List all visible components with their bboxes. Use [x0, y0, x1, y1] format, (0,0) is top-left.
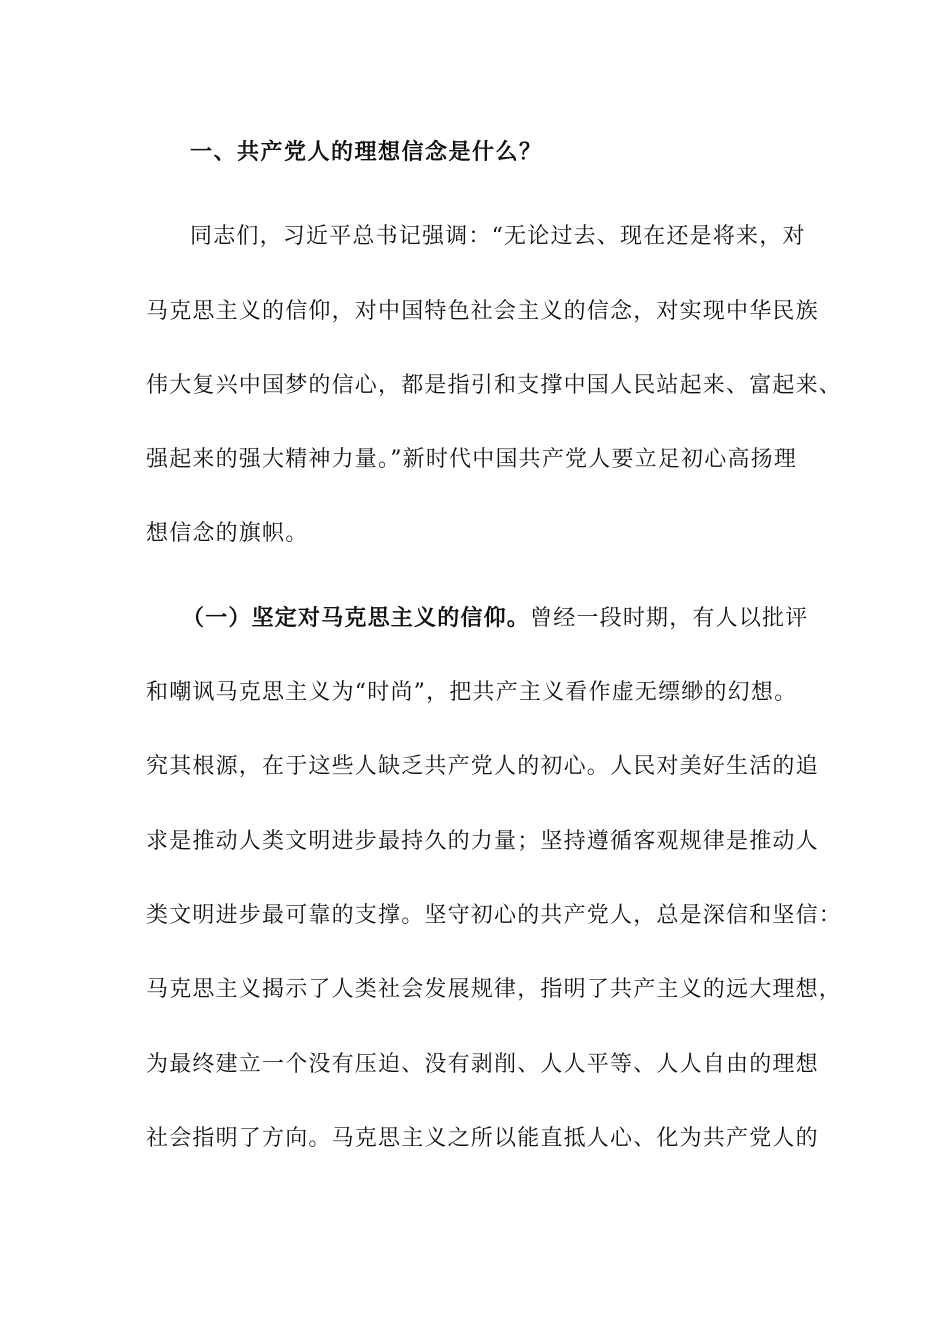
paragraph-text: 曾经一段时期，有人以批评	[530, 606, 809, 631]
paragraph-line	[182, 604, 842, 634]
paragraph-line: 求是推动人类文明进步最持久的力量；坚持遵循客观规律是推动人	[146, 829, 819, 854]
section-heading: 一、共产党人的理想信念是什么？	[190, 140, 543, 165]
paragraph-line: 马克思主义揭示了人类社会发展规律，指明了共产主义的远大理想，	[146, 977, 843, 1002]
paragraph-line: 和嘲讽马克思主义为“时尚”，把共产主义看作虚无缥缈的幻想。	[146, 680, 798, 705]
paragraph-line: 想信念的旗帜。	[146, 521, 309, 546]
paragraph-line: 究其根源，在于这些人缺乏共产党人的初心。人民对美好生活的追	[146, 754, 819, 779]
paragraph-line: 伟大复兴中国梦的信心，都是指引和支撑中国人民站起来、富起来、	[146, 373, 843, 398]
subheading-bold: （一）坚定对马克思主义的信仰。	[182, 606, 531, 631]
paragraph-line: 社会指明了方向。马克思主义之所以能直抵人心、化为共产党人的	[146, 1126, 819, 1151]
paragraph-line: 为最终建立一个没有压迫、没有剥削、人人平等、人人自由的理想	[146, 1052, 819, 1077]
paragraph-line: 强起来的强大精神力量。”新时代中国共产党人要立足初心高扬理	[146, 447, 798, 472]
paragraph-line: 类文明进步最可靠的支撑。坚守初心的共产党人，总是深信和坚信：	[146, 903, 843, 928]
paragraph-line: 马克思主义的信仰，对中国特色社会主义的信念，对实现中华民族	[146, 299, 819, 324]
paragraph-line: 同志们，习近平总书记强调：“无论过去、现在还是将来，对	[190, 224, 806, 249]
